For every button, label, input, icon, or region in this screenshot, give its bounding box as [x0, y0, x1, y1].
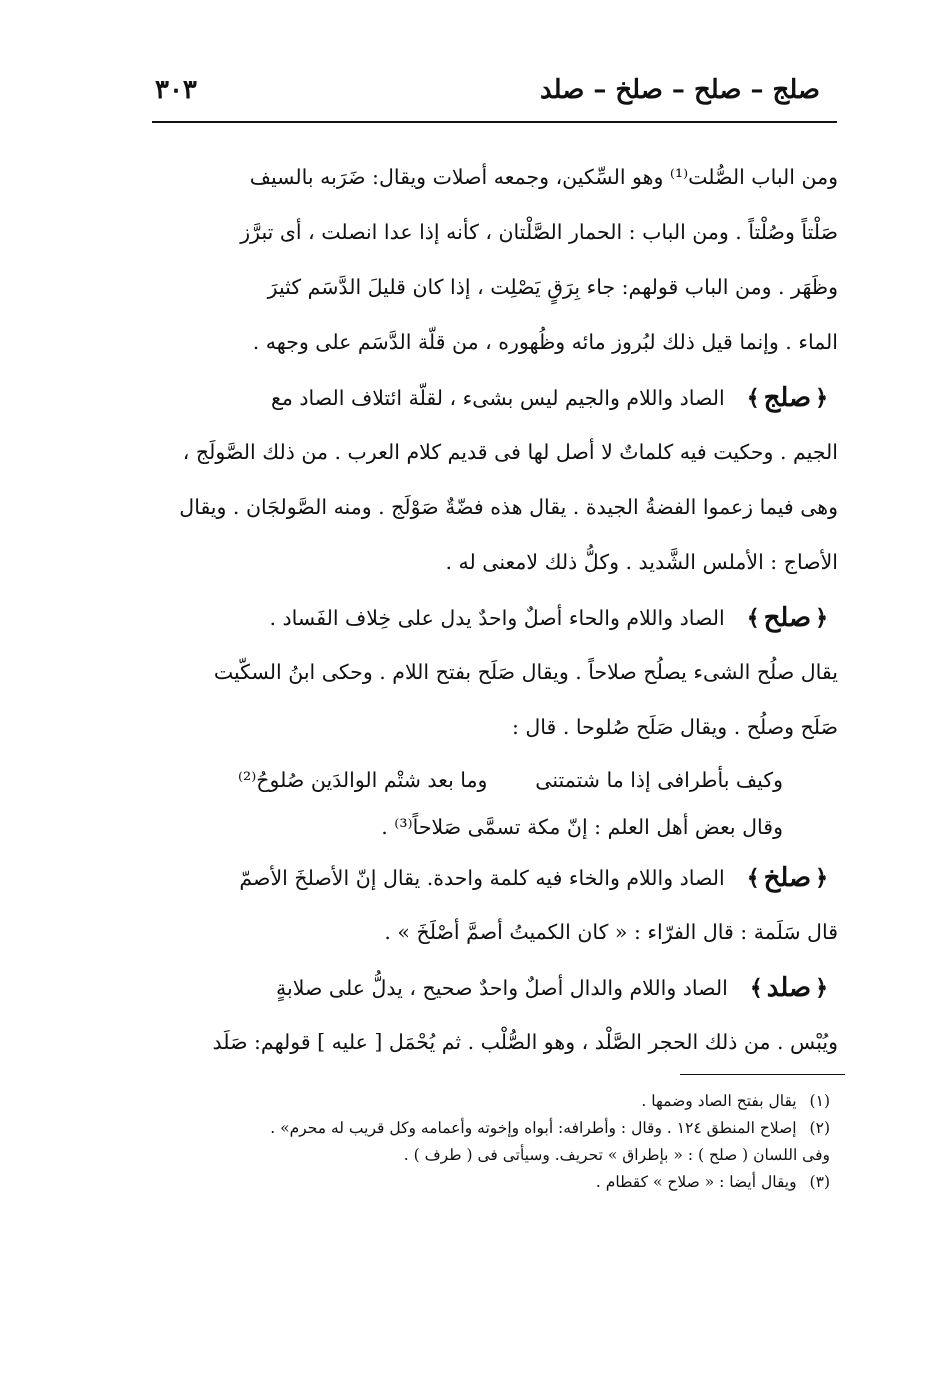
footnote-text: يقال بفتح الصاد وضمها .	[641, 1092, 797, 1110]
entry-text: الصاد واللام والخاء فيه كلمة واحدة. يقال إنّ الأصلخَ الأصمّ	[239, 865, 725, 890]
footnote-text: ويقال أيضا : « صلاح » كقطام .	[595, 1173, 797, 1191]
ornament-bracket-right: ﴿	[815, 604, 828, 631]
footnote-text: وفى اللسان ( صلح ) : « بإطراق » تحريف. وسيأتى فى ( طرف ) .	[403, 1146, 830, 1164]
entry-text: الصاد واللام والدال أصلٌ واحدٌ صحيح ، يدلُّ على صلابةٍ	[276, 975, 728, 1000]
main-text	[158, 150, 838, 1070]
footnote-number: (٢)	[809, 1119, 830, 1137]
text-line: وظَهَر . ومن الباب قولهم: جاء بِرَقٍ يَصْلِت ، إذا كان قليلَ الدَّسَم كثيرَ	[267, 275, 838, 299]
text-line: صَلَح وصلُح . ويقال صَلَح صُلوحا . قال :	[511, 715, 838, 739]
headword-salad	[740, 968, 838, 1008]
text-line: قال سَلَمة : قال الفرّاء : « كان الكميتُ أصمَّ أصْلَخَ » .	[384, 920, 838, 944]
entry-text: الصاد واللام والحاء أصلٌ واحدٌ يدل على خِلاف الفَساد .	[269, 605, 725, 630]
text-line: الجيم . وحكيت فيه كلماتٌ لا أصل لها فى قديم كلام العرب . من ذلك الصَّولَج ،	[182, 440, 838, 464]
text-line: الماء . وإنما قيل ذلك لبُروز مائه وظُهوره ، من قلّة الدَّسَم على وجهه .	[252, 330, 838, 354]
page-number: ٣٠٣	[155, 75, 197, 105]
text-line: يقال صلُح الشىء يصلُح صلاحاً . ويقال صَلَح بفتح اللام . وحكى ابنُ السكّيت	[213, 660, 838, 684]
headword-text: صلح	[763, 602, 812, 633]
page-header	[155, 68, 820, 112]
ornament-bracket-left: ﴾	[746, 604, 760, 631]
footnotes	[160, 1088, 830, 1196]
entry-text: الصاد واللام والجيم ليس بشىء ، لقلّة ائتلاف الصاد مع	[270, 385, 725, 410]
headword-salah	[737, 598, 838, 638]
footnote	[160, 1169, 830, 1196]
text-line: وقال بعض أهل العلم : إنّ مكة تسمَّى صَلاحاً⁽³⁾ .	[381, 815, 783, 839]
text-line: صَلْتاً وصُلْتاً . ومن الباب : الحمار الصَّلْتان ، كأنه إذا عدا انصلت ، أى تبرَّز	[240, 220, 838, 244]
entry-salaj	[158, 370, 838, 425]
text-line: وهى فيما زعموا الفضةُ الجيدة . يقال هذه فضّةٌ صَوْلَج . ومنه الصَّولجَان . ويقال	[179, 495, 838, 519]
footnote-rule	[680, 1074, 845, 1075]
poetry-verse	[158, 755, 838, 805]
text-line: ويُبْس . من ذلك الحجر الصَّلْد ، وهو الصُّلْب . ثم يُحْمَل [ عليه ] قولهم: صَلَد	[212, 1030, 838, 1054]
ornament-bracket-right: ﴿	[815, 974, 828, 1001]
running-title: صلج – صلح – صلخ – صلد	[539, 75, 820, 105]
headword-text: صلخ	[763, 862, 812, 893]
ornament-bracket-right: ﴿	[815, 384, 828, 411]
entry-salad	[158, 960, 838, 1015]
footnote-text: إصلاح المنطق ١٢٤ . وقال : وأطرافه: أبواه وإخوته وأعمامه وكل قريب له محرم» .	[270, 1119, 797, 1137]
ornament-bracket-right: ﴿	[815, 864, 828, 891]
ornament-bracket-left: ﴾	[749, 974, 763, 1001]
entry-salakh	[158, 850, 838, 905]
footnote-continuation	[160, 1142, 830, 1169]
entry-salah	[158, 590, 838, 645]
headword-text: صلج	[763, 382, 812, 413]
footnote	[160, 1115, 830, 1142]
ornament-bracket-left: ﴾	[746, 384, 760, 411]
headword-text: صلد	[766, 972, 812, 1003]
ornament-bracket-left: ﴾	[746, 864, 760, 891]
footnote-number: (١)	[809, 1092, 830, 1110]
text-line: الأصاج : الأملس الشَّديد . وكلُّ ذلك لامعنى له .	[445, 550, 838, 574]
verse-first-hemistich: وكيف بأطرافى إذا ما شتمتنى	[535, 768, 783, 792]
headword-salakh	[737, 858, 838, 898]
header-rule	[152, 121, 837, 123]
text-line: ومن الباب الصُّلت⁽¹⁾ وهو السِّكين، وجمعه أصلات ويقال: ضَرَبه بالسيف	[249, 165, 838, 189]
footnote	[160, 1088, 830, 1115]
verse-second-hemistich: وما بعد شتْم الوالدَين صُلوحُ⁽²⁾	[238, 768, 488, 792]
headword-salaj	[737, 378, 838, 418]
footnote-number: (٣)	[809, 1173, 830, 1191]
